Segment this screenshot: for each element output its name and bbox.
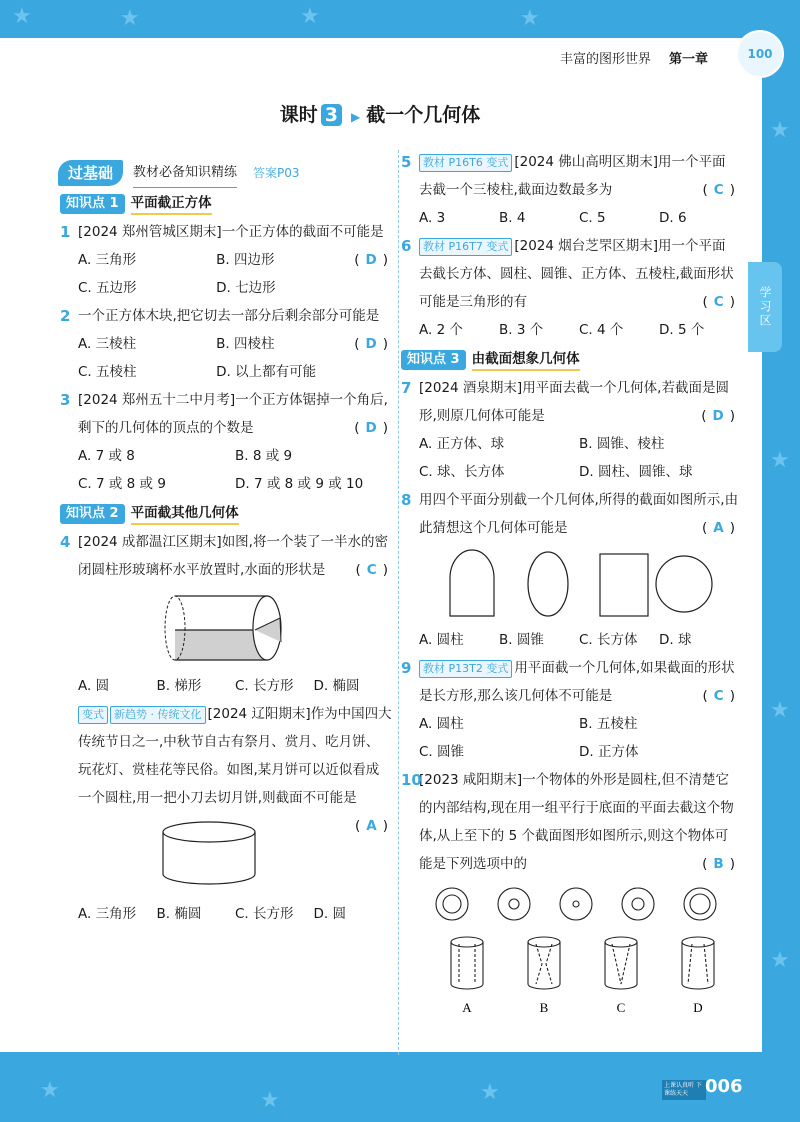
right-column <box>401 148 739 1040</box>
answer-box: ( C ) <box>702 182 735 198</box>
chapter-title: 第一章 <box>669 52 709 67</box>
star-decoration-icon: ★ <box>520 6 540 31</box>
basics-banner <box>58 158 392 188</box>
question-6: 6 教材 P16T7 变式 [2024 烟台芝罘区期末]用一个平面去截长方体、圆柱、圆锥、正方体、五棱柱,截面形状可能是三角形的有 ( C ) <box>405 232 739 316</box>
column-divider <box>398 150 399 1055</box>
star-decoration-icon: ★ <box>12 4 32 29</box>
question-8: 8 用四个平面分别截一个几何体,所得的截面如图所示,由此猜想这个几何体可能是 ( A ) <box>405 486 739 542</box>
star-decoration-icon: ★ <box>120 6 140 31</box>
options: A. 圆 B. 梯形 C. 长方形 D. 椭圆 <box>78 678 360 694</box>
answer-box: ( C ) <box>702 688 735 704</box>
star-decoration-icon: ★ <box>770 118 790 143</box>
ring-sections-and-cylinders-figure <box>422 884 722 1034</box>
option-label: B <box>539 1000 549 1015</box>
rectangle-shape <box>600 554 648 616</box>
mascot-logo: 100 <box>736 30 784 78</box>
options: A. 圆柱 B. 五棱柱 C. 圆锥 D. 正方体 <box>419 716 639 760</box>
running-header <box>560 48 708 67</box>
option-label: C <box>616 1000 626 1015</box>
options: A. 三角形 B. 四边形 C. 五边形 D. 七边形 <box>78 252 276 296</box>
answer-ref: 答案P03 <box>253 166 300 180</box>
answer-box: ( B ) <box>702 856 735 872</box>
side-tab-study-area: 学习区 <box>748 262 782 352</box>
knowledge-point-3: 知识点 3 由截面想象几何体 <box>401 348 739 372</box>
page-number: 006 <box>705 1076 743 1097</box>
ellipse-shape <box>528 552 568 616</box>
mooncake-cylinder-figure <box>154 818 264 894</box>
variant-question: 变式 新趋势 · 传统文化 [2024 辽阳期末]作为中国四大传统节日之一,中秋节自古有祭月、赏月、吃月饼、玩花灯、赏桂花等民俗。如图,某月饼可以近似看成一个圆柱,用一把小刀去切月饼,则截面不可能是 ( A ) <box>64 700 392 812</box>
star-decoration-icon: ★ <box>260 1088 280 1113</box>
star-decoration-icon: ★ <box>480 1080 500 1105</box>
question-3: 3 [2024 郑州五十二中月考]一个正方体锯掉一个角后,剩下的几何体的顶点的个数是 ( D ) <box>64 386 392 442</box>
star-decoration-icon: ★ <box>300 4 320 29</box>
knowledge-point-1: 知识点 1 平面截正方体 <box>60 192 392 216</box>
answer-box: ( A ) <box>354 818 388 834</box>
question-4: 4 [2024 成都温江区期末]如图,将一个装了一半水的密闭圆柱形玻璃杯水平放置时,水面的形状是 ( C ) <box>64 528 392 584</box>
footer-slogan: 上课认真听 下课练天天 <box>662 1080 706 1100</box>
answer-box: ( D ) <box>354 420 388 436</box>
question-2: 2 一个正方体木块,把它切去一部分后剩余部分可能是 ( D ) <box>64 302 392 330</box>
lesson-name: 截一个几何体 <box>366 104 481 126</box>
options: A. 7 或 8 B. 8 或 9 C. 7 或 8 或 9 D. 7 或 8 或 9 或 10 <box>78 448 364 492</box>
cross-section-shapes-figure <box>422 548 722 620</box>
banner-subtitle: 教材必备知识精练 <box>133 159 237 188</box>
knowledge-point-2: 知识点 2 平面截其他几何体 <box>60 502 392 526</box>
answer-box: ( C ) <box>702 294 735 310</box>
section-title: 丰富的图形世界 <box>560 52 652 67</box>
options: A. 正方体、球 B. 圆锥、棱柱 C. 球、长方体 D. 圆柱、圆锥、球 <box>419 436 693 480</box>
star-decoration-icon: ★ <box>40 1078 60 1103</box>
question-7: 7 [2024 酒泉期末]用平面去截一个几何体,若截面是圆形,则原几何体可能是 ( D ) <box>405 374 739 430</box>
option-label: D <box>693 1000 703 1015</box>
answer-box: ( A ) <box>701 520 735 536</box>
question-10: 10 [2023 咸阳期末]一个物体的外形是圆柱,但不清楚它的内部结构,现在用一组平行于底面的平面去截这个物体,从上至下的 5 个截面图形如图所示,则这个物体可能是下列选项中的 ( B ) <box>405 766 739 878</box>
question-9: 9 教材 P13T2 变式 用平面截一个几何体,如果截面的形状是长方形,那么该几何体不可能是 ( C ) <box>405 654 739 710</box>
options: A. 三棱柱 B. 四棱柱 C. 五棱柱 D. 以上都有可能 <box>78 336 317 380</box>
star-decoration-icon: ★ <box>770 698 790 723</box>
circle-shape <box>656 556 712 612</box>
horizontal-cylinder-figure <box>163 590 293 666</box>
options: A. 圆柱 B. 圆锥 C. 长方体 D. 球 <box>419 632 692 648</box>
options: A. 3 B. 4 C. 5 D. 6 <box>419 210 687 226</box>
answer-box: ( C ) <box>355 562 388 578</box>
lesson-title: 课时 3 ▶ 截一个几何体 <box>279 104 481 126</box>
question-5: 5 教材 P16T6 变式 [2024 佛山高明区期末]用一个平面去截一个三棱柱,截面边数最多为 ( C ) <box>405 148 739 204</box>
lesson-number: 3 <box>321 104 342 126</box>
question-1: 1 [2024 郑州管城区期末]一个正方体的截面不可能是 ( D ) <box>64 218 392 246</box>
arch-shape <box>450 550 494 616</box>
answer-box: ( D ) <box>354 336 388 352</box>
star-decoration-icon: ★ <box>770 448 790 473</box>
options: A. 2 个 B. 3 个 C. 4 个 D. 5 个 <box>419 322 705 338</box>
options: A. 三角形 B. 椭圆 C. 长方形 D. 圆 <box>78 906 346 922</box>
left-column <box>60 158 392 928</box>
variant-badge: 变式 <box>78 706 108 724</box>
answer-box: ( D ) <box>354 252 388 268</box>
option-label: A <box>462 1000 472 1015</box>
trend-badge: 新趋势 · 传统文化 <box>110 706 206 724</box>
banner-label: 过基础 <box>58 160 123 186</box>
star-decoration-icon: ★ <box>770 948 790 973</box>
answer-box: ( D ) <box>701 408 735 424</box>
triangle-arrow-icon: ▶ <box>351 110 361 124</box>
